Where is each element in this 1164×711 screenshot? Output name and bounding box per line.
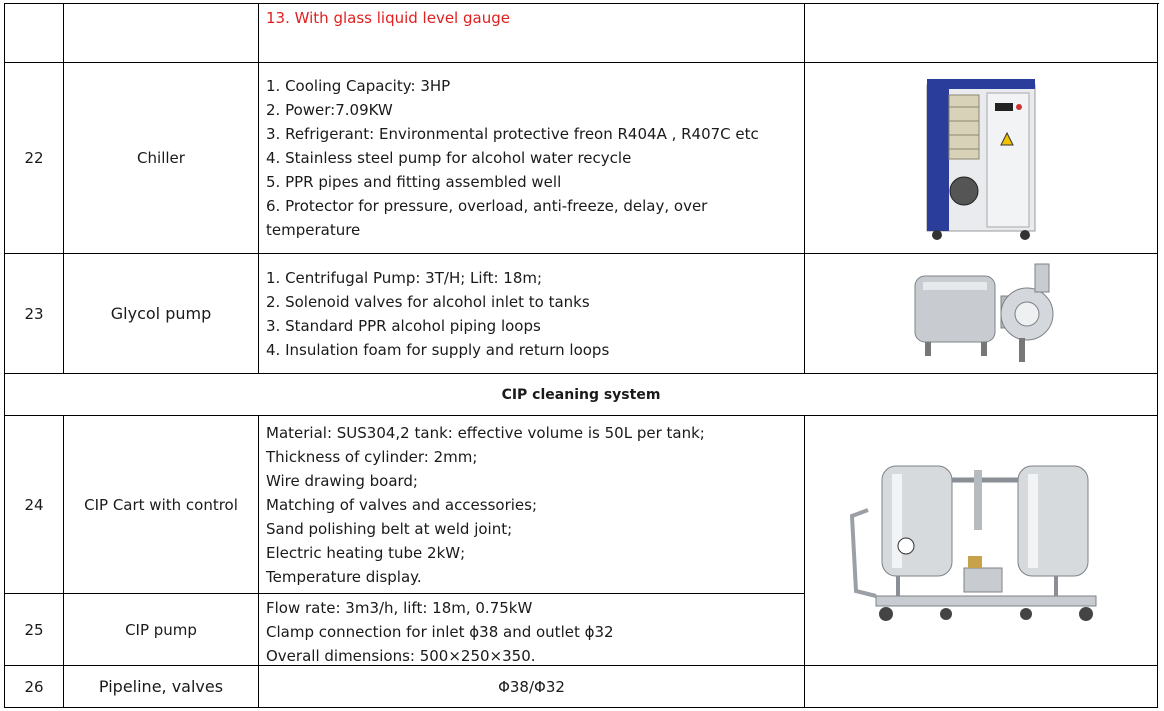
row24-line: Wire drawing board; xyxy=(266,472,418,490)
row22-line: 1. Cooling Capacity: 3HP xyxy=(266,77,451,95)
cart-handle xyxy=(852,510,876,596)
row21-name-cell xyxy=(64,4,259,63)
row22-line: 3. Refrigerant: Environmental protective freon R404A , R407C etc xyxy=(266,125,759,143)
cart-wheel xyxy=(1020,608,1032,620)
cart-wheel xyxy=(879,607,893,621)
row25-line: Clamp connection for inlet ϕ38 and outlet ϕ32 xyxy=(266,623,614,641)
row22-number: 22 xyxy=(5,63,64,254)
row26-name: Pipeline, valves xyxy=(64,666,259,708)
row21-image-cell xyxy=(805,4,1158,63)
row22-line: 6. Protector for pressure, overload, anti-freeze, delay, over xyxy=(266,197,708,215)
chiller-display xyxy=(995,103,1013,111)
row22-line: temperature xyxy=(266,221,361,239)
row22-line: 4. Stainless steel pump for alcohol water recycle xyxy=(266,149,632,167)
spec-table xyxy=(4,3,1159,708)
row24-name: CIP Cart with control xyxy=(64,416,259,594)
row22-line: 5. PPR pipes and fitting assembled well xyxy=(266,173,562,191)
row25-number: 25 xyxy=(5,594,64,666)
chiller-frame-mid xyxy=(941,85,949,231)
row24-line: Sand polishing belt at weld joint; xyxy=(266,520,513,538)
row23-line: 3. Standard PPR alcohol piping loops xyxy=(266,317,541,335)
row25-name: CIP pump xyxy=(64,594,259,666)
row21-no-cell xyxy=(5,4,64,63)
row23-line: 2. Solenoid valves for alcohol inlet to tanks xyxy=(266,293,590,311)
pump-outlet xyxy=(1035,264,1049,292)
cip-cart-image xyxy=(846,446,1116,636)
row23-name: Glycol pump xyxy=(64,254,259,374)
row21-desc-cell xyxy=(259,4,805,63)
chiller-frame-left xyxy=(927,85,941,231)
chiller-fan xyxy=(950,177,978,205)
row23-line: 4. Insulation foam for supply and return loops xyxy=(266,341,610,359)
row25-line: Flow rate: 3m3/h, lift: 18m, 0.75kW xyxy=(266,599,533,617)
row24-line: Material: SUS304,2 tank: effective volume is 50L per tank; xyxy=(266,424,705,442)
cip-pump-motor xyxy=(964,568,1002,592)
chiller-image-cell xyxy=(805,63,1158,254)
temp-gauge xyxy=(898,538,914,554)
chiller-wheel xyxy=(932,230,942,240)
section-header-cip: CIP cleaning system xyxy=(5,374,1158,416)
cart-frame xyxy=(876,596,1096,606)
row25-line: Overall dimensions: 500×250×350. xyxy=(266,647,536,665)
chiller-wheel xyxy=(1020,230,1030,240)
row26-number: 26 xyxy=(5,666,64,708)
row23-line: 1. Centrifugal Pump: 3T/H; Lift: 18m; xyxy=(266,269,543,287)
cip-cart-image-cell xyxy=(805,416,1158,666)
row25-desc xyxy=(259,594,805,666)
pump-image-cell xyxy=(805,254,1158,374)
row24-number: 24 xyxy=(5,416,64,594)
row24-desc xyxy=(259,416,805,594)
cart-wheel xyxy=(1079,607,1093,621)
glycol-pump-image xyxy=(901,258,1061,370)
row23-number: 23 xyxy=(5,254,64,374)
row24-line: Thickness of cylinder: 2mm; xyxy=(266,448,478,466)
chiller-panel xyxy=(987,93,1029,227)
row23-desc xyxy=(259,254,805,374)
row21-note: 13. With glass liquid level gauge xyxy=(266,9,510,27)
row24-line: Electric heating tube 2kW; xyxy=(266,544,466,562)
row24-line: Matching of valves and accessories; xyxy=(266,496,538,514)
row26-spec: Φ38/Φ32 xyxy=(259,666,805,708)
row26-image-cell xyxy=(805,666,1158,708)
row22-line: 2. Power:7.09KW xyxy=(266,101,393,119)
row24-line: Temperature display. xyxy=(266,568,422,586)
cart-wheel xyxy=(940,608,952,620)
row22-desc xyxy=(259,63,805,254)
chiller-image xyxy=(921,73,1041,243)
row22-name: Chiller xyxy=(64,63,259,254)
